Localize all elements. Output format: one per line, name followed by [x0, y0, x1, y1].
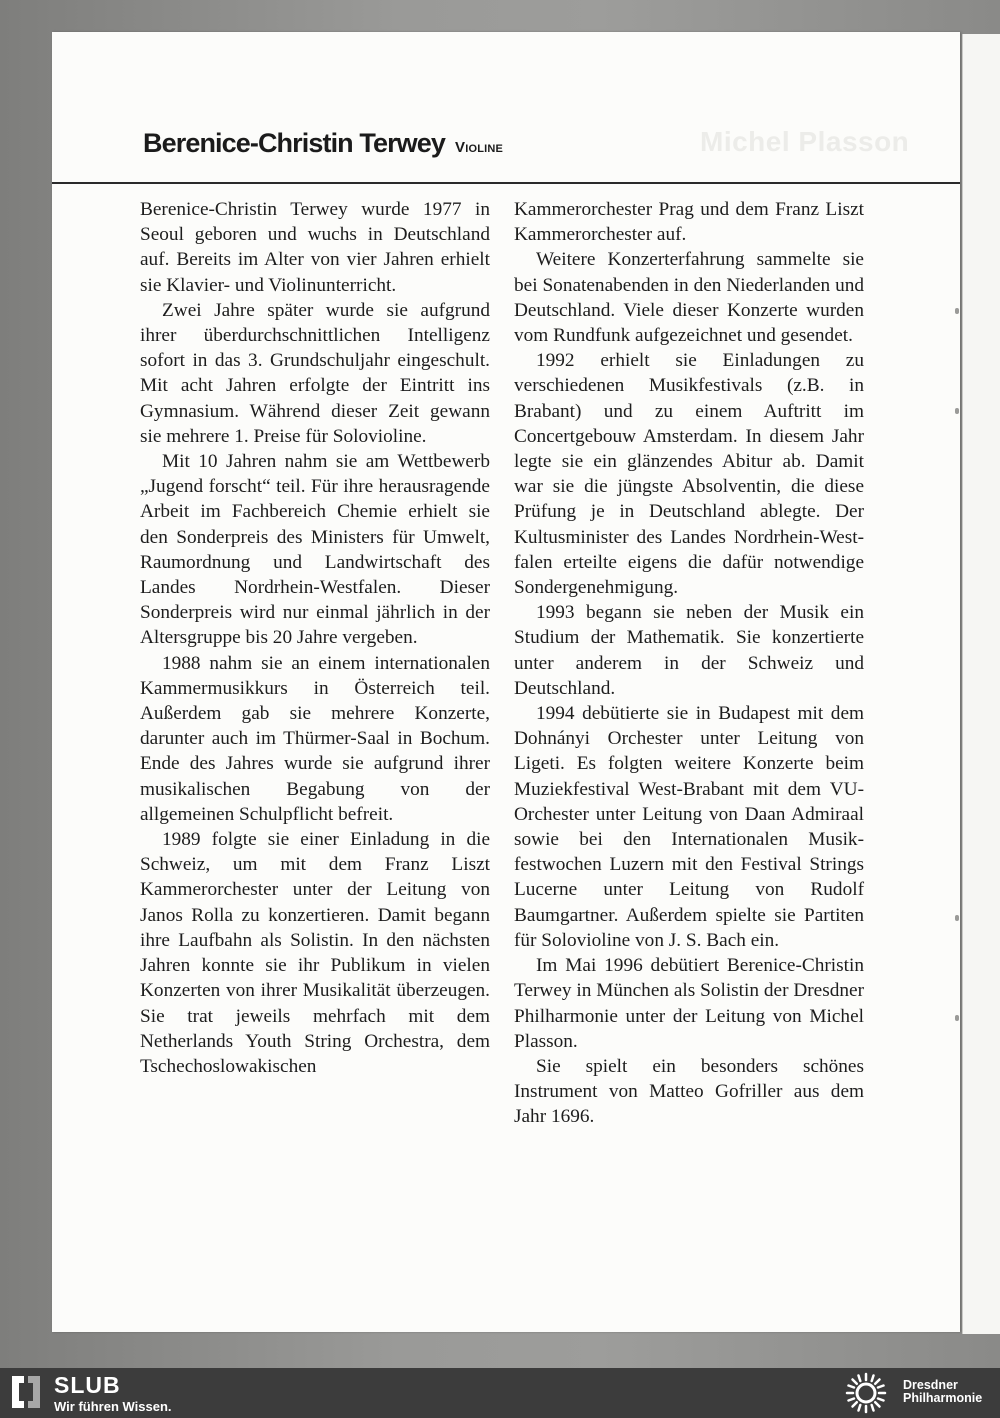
philharmonie-line1: Dresdner: [903, 1378, 958, 1392]
paragraph: Zwei Jahre später wurde sie aufgrund ihrer überdurchschnittlichen Intelligenz sofort in das 3. Grundschuljahr eingeschult. Mit acht Jahren erfolgte der Eintritt ins Gymnasium. Während dieser Zeit gewann sie mehrere 1. Preise für Solovioline.: [140, 299, 490, 447]
text-column-right: [514, 197, 864, 1130]
paragraph: Kammerorchester Prag und dem Franz Liszt Kammerorchester auf.: [514, 199, 864, 246]
binding-mark: [955, 915, 959, 921]
artist-name: Berenice-Christin Terwey: [143, 128, 446, 158]
paragraph: 1994 debütierte sie in Budapest mit dem Dohnányi Orchester unter Leitung von Ligeti. Es folgten weitere Konzerte beim Muziekfestival West-Brabant mit dem VU-Orchester unter Leitung von Daan Admiraal sowie bei den Internationalen Musikfestwochen Luzern mit den Festival Strings Lucerne unter Leitung von Rudolf Baumgartner. Außerdem spielte sie Partiten für Solovioline von J. S. Bach ein.: [514, 703, 864, 951]
paragraph: 1989 folgte sie einer Einladung in die Schweiz, um mit dem Franz Liszt Kammerorchester unter der Leitung von Janos Rolla zu konzertieren. Damit begann ihre Laufbahn als Solistin. In den nächsten Jahren konnte sie ihr Publikum in vielen Konzerten von ihrer Musikalität überzeugen. Sie trat jeweils mehrfach mit dem Netherlands Youth String Orchestra, dem Tschechoslowakischen: [140, 829, 490, 1077]
text-column-left: [140, 197, 490, 1079]
adjacent-page-heading: Michel Plasson: [700, 126, 910, 157]
adjacent-page-edge: [962, 34, 1000, 1334]
philharmonie-wordmark: [903, 1379, 982, 1405]
paragraph: Weitere Konzerterfahrung sammelte sie bei Sonatenabenden in den Niederlanden und Deutschland. Viele dieser Konzerte wurden vom Rundfunk aufgezeichnet und gesendet.: [514, 249, 864, 347]
paragraph: Sie spielt ein besonders schönes Instrument von Matteo Gofriller aus dem Jahr 1696.: [514, 1055, 864, 1128]
header-rule: [52, 182, 960, 184]
paragraph: Berenice-Christin Terwey wurde 1977 in Seoul geboren und wuchs in Deutschland auf. Bereits im Alter von vier Jahren erhielt sie Klavier- und Violinunterricht.: [140, 199, 490, 296]
paragraph: Mit 10 Jahren nahm sie am Wettbewerb „Jugend forscht“ teil. Für ihre herausragende Arbeit im Fachbereich Chemie erhielt sie den Sonderpreis des Ministers für Umwelt, Raumordnung und Landwirtschaft des Landes Nordrhein-Westfalen. Dieser Sonderpreis wird nur einmal jährlich in der Altersgruppe bis 20 Jahre vergeben.: [140, 451, 490, 649]
paragraph: 1988 nahm sie an einem internationalen Kammermusikkurs in Österreich teil. Außerdem gab sie mehrere Konzerte, darunter auch im Thürmer-Saal in Bochum. Ende des Jahres wurde sie aufgrund ihrer musikalischen Begabung von der allgemeinen Schulpflicht befreit.: [140, 652, 490, 825]
philharmonie-sun-logo-icon: [842, 1372, 890, 1414]
slub-tagline: Wir führen Wissen.: [54, 1399, 172, 1414]
paragraph: 1993 begann sie neben der Musik ein Studium der Mathematik. Sie konzertierte unter anderem in der Schweiz und Deutschland.: [514, 602, 864, 699]
binding-mark: [955, 308, 959, 314]
footer-bar: [0, 1368, 1000, 1418]
paragraph: 1992 erhielt sie Einladungen zu verschiedenen Musikfestivals (z.B. in Brabant) und zu einem Auftritt im Concertgebouw Amsterdam. In diesem Jahr legte sie ein glänzendes Abitur ab. Damit war sie die jüngste Absolventin, die diese Prüfung je in Deutschland ablegte. Der Kultusminister des Landes Nordrhein-Westfalen erteilte eigens die dafür notwendige Sondergenehmigung.: [514, 350, 864, 599]
page-header: [143, 128, 503, 159]
paragraph: Im Mai 1996 debütiert Berenice-Christin Terwey in München als Solistin der Dresdner Philharmonie unter der Leitung von Michel Plasson.: [514, 955, 864, 1052]
binding-mark: [955, 1015, 959, 1021]
slub-logo-icon: [10, 1374, 42, 1410]
instrument-label: Violine: [455, 139, 504, 156]
slub-wordmark: SLUB: [54, 1372, 121, 1398]
philharmonie-line2: Philharmonie: [903, 1391, 983, 1405]
binding-mark: [955, 408, 959, 414]
